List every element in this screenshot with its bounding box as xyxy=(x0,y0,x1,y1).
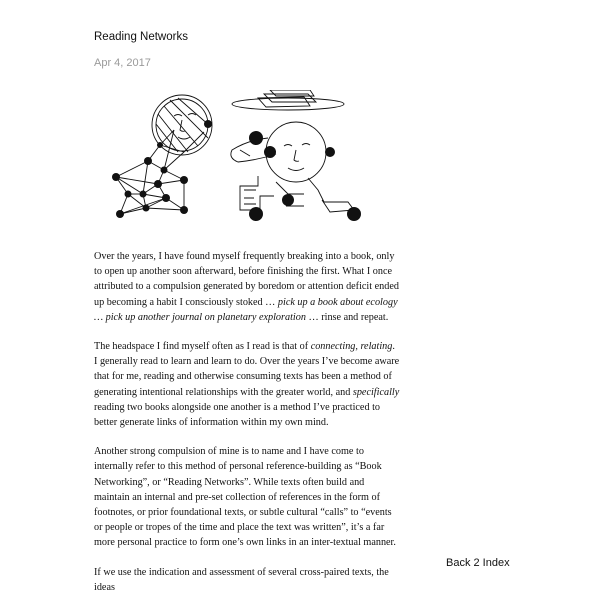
paragraph-text: … rinse and repeat. xyxy=(305,311,389,323)
header-illustration xyxy=(108,90,380,224)
paragraph-text: The headspace I find myself often as I read is that of xyxy=(94,341,311,353)
post-title: Reading Networks xyxy=(94,31,188,43)
paragraph-text: If we use the indication and assessment of several cross-paired texts, the ideas xyxy=(94,566,389,593)
article-body xyxy=(94,249,400,609)
paragraph-text: reading two books alongside one another is a method I’ve practiced to better generate links of information within my own mind. xyxy=(94,401,381,429)
emphasis-text: specifically xyxy=(352,386,400,398)
body-paragraph xyxy=(94,249,400,325)
body-paragraph xyxy=(94,339,400,430)
paragraph-text: Another strong compulsion of mine is to name and I have come to internally refer to this method of personal reference-building as “Book Networking”, or “Reading Networks”. While texts often build and maintain an internal and pre-set collection of references in the form of footnotes, or prior foundational texts, or subtle cultural “calls” to “events or people or tropes of the time and place the text was written”, it’s a far more personal practice to form one’s own links in an inter-textual manner. xyxy=(94,446,396,549)
emphasis-text: pick up a book about ecology … pick up another journal on planetary exploration xyxy=(94,296,398,323)
body-paragraph xyxy=(94,565,400,595)
back-to-index-link[interactable]: Back 2 Index xyxy=(446,557,510,569)
paragraph-text: Over the years, I have found myself frequently breaking into a book, only to open up another soon afterward, before finishing the first. What I once attributed to a compulsion generated by boredom or attention deficit ended up becoming a habit I consciously stoked … xyxy=(94,251,399,308)
body-paragraph xyxy=(94,444,400,550)
floating-papers xyxy=(232,90,344,110)
post-date: Apr 4, 2017 xyxy=(94,57,151,69)
paragraph-text: . I generally read to learn and learn to do. Over the years I’ve become aware that for me, reading and otherwise consuming texts has been a method of generating intentional relationships with the greater world, and xyxy=(94,341,400,398)
emphasis-text: connecting, relating xyxy=(310,341,393,353)
